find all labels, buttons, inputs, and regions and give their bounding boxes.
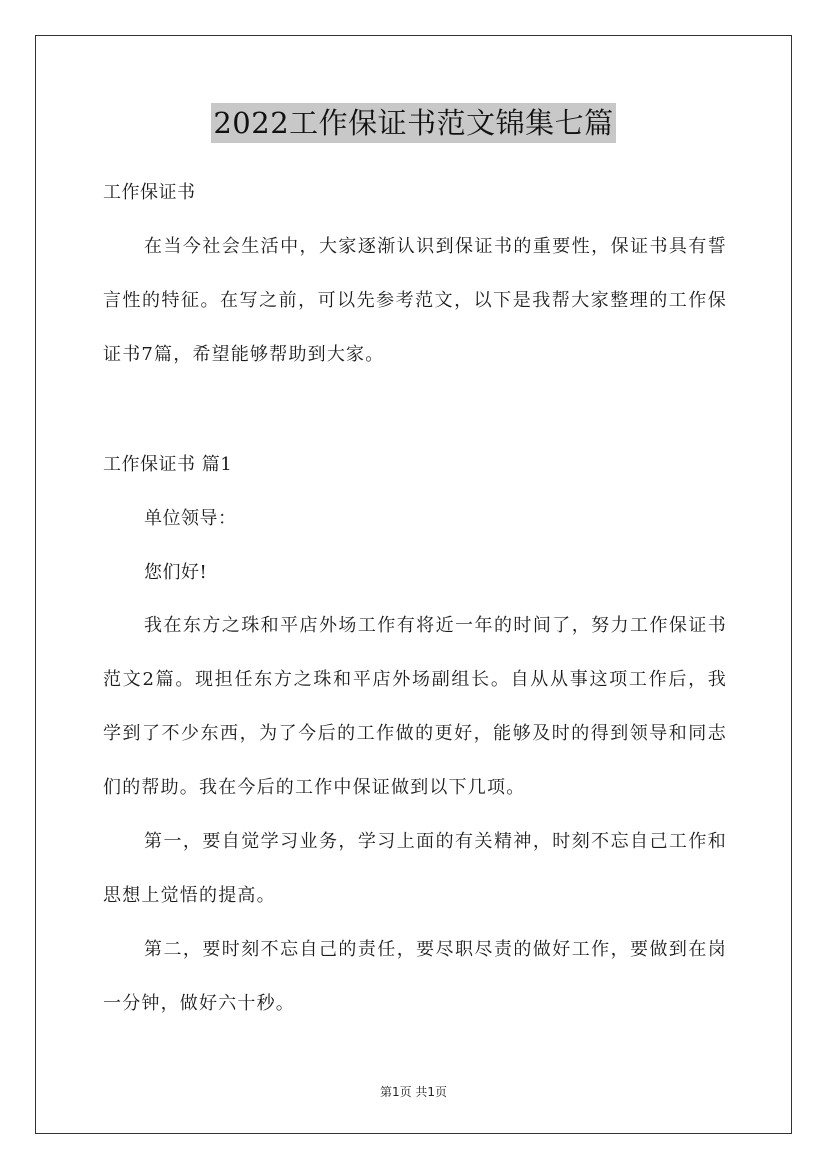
title-container <box>0 103 827 143</box>
intro-heading: 工作保证书 <box>103 182 196 203</box>
body-paragraph-1: 我在东方之珠和平店外场工作有将近一年的时间了，努力工作保证书范文2篇。现担任东方之珠和平店外场副组长。自从从事这项工作后，我学到了不少东西，为了今后的工作做的更好，能够及时的得到领导和同志们的帮助。我在今后的工作中保证做到以下几项。 <box>103 615 727 798</box>
section-heading: 工作保证书 篇1 <box>103 454 233 475</box>
body-paragraph-2: 第一，要自觉学习业务，学习上面的有关精神，时刻不忘自己工作和思想上觉悟的提高。 <box>103 831 727 906</box>
page-footer: 第1页 共1页 <box>379 1085 448 1099</box>
body-paragraph-3: 第二，要时刻不忘自己的责任，要尽职尽责的做好工作，要做到在岗一分钟，做好六十秒。 <box>103 939 727 1014</box>
document-title: 2022工作保证书范文锦集七篇 <box>211 103 615 143</box>
greeting: 您们好! <box>144 562 208 583</box>
intro-paragraph: 在当今社会生活中，大家逐渐认识到保证书的重要性，保证书具有誓言性的特征。在写之前，可以先参考范文，以下是我帮大家整理的工作保证书7篇，希望能够帮助到大家。 <box>103 236 727 365</box>
salutation: 单位领导： <box>144 508 237 529</box>
